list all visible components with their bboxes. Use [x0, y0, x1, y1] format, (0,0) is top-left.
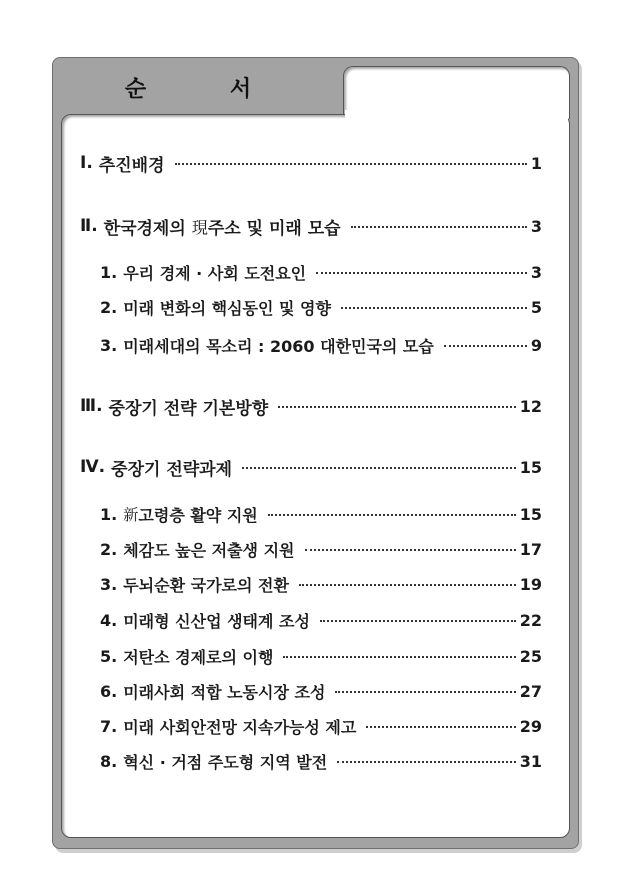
toc-page: 3 [530, 262, 542, 282]
toc-entry[interactable] [100, 536, 542, 562]
toc-number: 2. [100, 297, 118, 317]
toc-title: 저탄소 경제로의 이행 [123, 647, 274, 667]
leader-dots [316, 272, 527, 274]
toc-number: 1. [100, 504, 118, 524]
leader-dots [351, 226, 527, 228]
toc-page: 31 [519, 751, 542, 771]
toc-entry[interactable] [100, 332, 542, 358]
page-title: 순 서 [124, 77, 290, 102]
toc-title: 우리 경제 · 사회 도전요인 [123, 263, 307, 283]
toc-entry[interactable] [80, 150, 542, 176]
leader-dots [335, 691, 515, 693]
toc-entry[interactable] [100, 501, 542, 527]
toc-title: 고령층 활약 지원 [138, 505, 258, 525]
toc-entry[interactable] [100, 748, 542, 774]
toc-hanja: 新 [123, 505, 139, 524]
leader-dots [320, 620, 516, 622]
toc-title: 미래 사회안전망 지속가능성 제고 [123, 717, 357, 737]
toc-entry[interactable] [100, 678, 542, 704]
toc-page: 29 [519, 716, 542, 736]
toc-entry[interactable] [80, 213, 542, 239]
toc-page: 27 [519, 681, 542, 701]
leader-dots [268, 514, 516, 516]
leader-dots [278, 406, 516, 408]
toc-page: 17 [519, 539, 542, 559]
toc-page: 15 [519, 457, 542, 477]
toc-title-prefix: 한국경제의 [103, 218, 192, 239]
toc-page: 25 [519, 646, 542, 666]
toc-number: 8. [100, 751, 118, 771]
toc-page: 22 [519, 610, 542, 630]
toc-title: 미래사회 적합 노동시장 조성 [123, 682, 326, 702]
toc-entry[interactable] [100, 643, 542, 669]
toc-page: 1 [530, 153, 542, 173]
toc-entry[interactable] [100, 259, 542, 285]
toc-page: 19 [519, 574, 542, 594]
toc-title: 미래형 신산업 생태계 조성 [123, 611, 310, 631]
leader-dots [242, 467, 516, 469]
leader-dots [283, 656, 515, 658]
leader-dots [444, 345, 527, 347]
toc-page: 9 [530, 335, 542, 355]
toc-title: 미래세대의 목소리 : 2060 대한민국의 모습 [123, 336, 434, 356]
toc-title: 두뇌순환 국가로의 전환 [123, 575, 289, 595]
toc-number: 4. [100, 610, 118, 630]
toc-number: Ⅱ. [80, 216, 98, 236]
leader-dots [366, 726, 515, 728]
toc-number: 6. [100, 681, 118, 701]
toc-entry[interactable] [100, 713, 542, 739]
toc-title: 혁신 · 거점 주도형 지역 발전 [123, 752, 328, 772]
leader-dots [341, 307, 527, 309]
toc-number: 3. [100, 574, 118, 594]
toc-title: 추진배경 [98, 155, 165, 176]
toc-number: Ⅲ. [80, 396, 103, 416]
toc-title: 중장기 전략과제 [111, 459, 233, 480]
toc-number: Ⅰ. [80, 153, 93, 173]
toc-title: 중장기 전략 기본방향 [108, 398, 269, 419]
toc-title: 체감도 높은 저출생 지원 [123, 540, 295, 560]
leader-dots [337, 761, 516, 763]
leader-dots [305, 549, 516, 551]
toc-entry[interactable] [80, 393, 542, 419]
toc-page: 12 [519, 396, 542, 416]
toc-number: 5. [100, 646, 118, 666]
toc-page: 5 [530, 297, 542, 317]
toc-number: 1. [100, 262, 118, 282]
toc-entry[interactable] [100, 571, 542, 597]
toc-title: 주소 및 미래 모습 [207, 218, 341, 239]
toc-page: 3 [530, 216, 542, 236]
toc-number: 7. [100, 716, 118, 736]
toc-page: 15 [519, 504, 542, 524]
toc-number: 2. [100, 539, 118, 559]
leader-dots [175, 163, 527, 165]
toc-entry[interactable] [100, 294, 542, 320]
toc-entry[interactable] [80, 454, 542, 480]
toc-number: 3. [100, 335, 118, 355]
toc-entry[interactable] [100, 607, 542, 633]
toc-hanja: 現 [191, 218, 208, 237]
toc-title: 미래 변화의 핵심동인 및 영향 [123, 298, 331, 318]
toc-number: Ⅳ. [80, 457, 106, 477]
leader-dots [299, 584, 516, 586]
